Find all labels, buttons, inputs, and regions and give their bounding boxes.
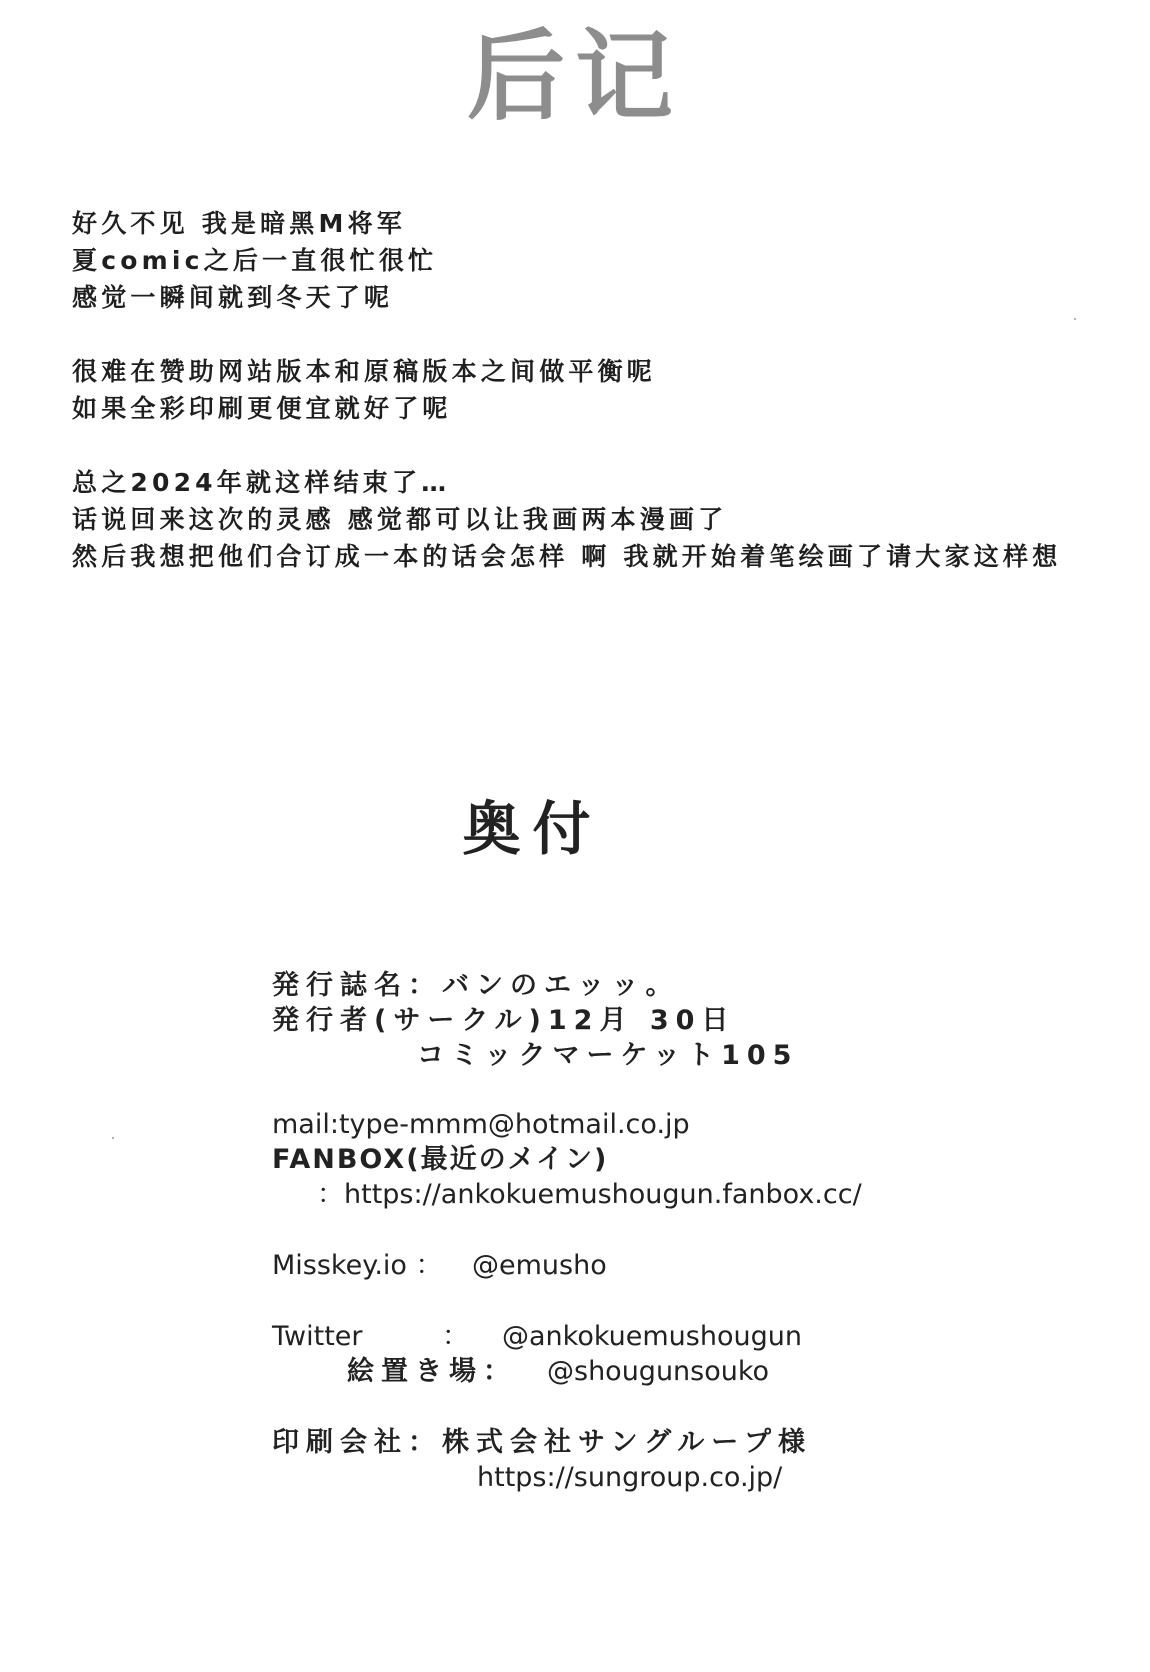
twitter-handle[interactable]: @ankokuemushougun	[502, 1321, 802, 1352]
art-label: 絵置き場：	[347, 1356, 517, 1387]
afterword-line: 话说回来这次的灵感 感觉都可以让我画两本漫画了	[72, 505, 728, 534]
twitter-separator: ：	[442, 1321, 469, 1352]
spacer	[272, 1212, 1112, 1248]
afterword-line: 然后我想把他们合订成一本的话会怎样 啊 我就开始着笔绘画了请大家这样想	[72, 542, 1062, 571]
afterword-paragraph	[72, 205, 1132, 316]
spacer	[272, 1283, 1112, 1319]
afterword-line: 总之2024年就这样结束了…	[72, 468, 451, 497]
mail-line: mail:type-mmm@hotmail.co.jp	[272, 1109, 690, 1140]
twitter-row	[272, 1319, 1112, 1354]
misskey-handle[interactable]: @emusho	[472, 1250, 607, 1281]
misskey-row	[272, 1248, 1112, 1283]
afterword-line: 夏comic之后一直很忙很忙	[72, 246, 438, 275]
printer-url[interactable]: https://sungroup.co.jp/	[477, 1462, 783, 1493]
colophon-body	[272, 968, 1112, 1495]
printer-line: 印刷会社：株式会社サングループ様	[272, 1427, 812, 1458]
art-row	[272, 1354, 1112, 1389]
fanbox-url[interactable]: ：https://ankokuemushougun.fanbox.cc/	[317, 1179, 862, 1210]
afterword-paragraph	[72, 464, 1132, 575]
paper-speck	[1074, 318, 1076, 320]
misskey-label: Misskey.io ：	[272, 1250, 443, 1281]
afterword-body	[72, 205, 1132, 612]
event-name: コミックマーケット105	[417, 1040, 799, 1071]
twitter-label: Twitter	[272, 1321, 363, 1352]
publisher-line: 発行者(サークル)12月 30日	[272, 1005, 736, 1036]
colophon-title: 奥付	[462, 795, 603, 863]
art-handle[interactable]: @shougunsouko	[547, 1356, 770, 1387]
book-title: 発行誌名：バンのエッッ。	[272, 970, 680, 1001]
spacer	[272, 1073, 1112, 1107]
afterword-line: 感觉一瞬间就到冬天了呢	[72, 283, 394, 312]
afterword-title: 后记	[466, 20, 683, 134]
paper-speck	[112, 1137, 114, 1139]
afterword-line: 很难在赞助网站版本和原稿版本之间做平衡呢	[72, 357, 657, 386]
afterword-line: 如果全彩印刷更便宜就好了呢	[72, 394, 452, 423]
fanbox-label: FANBOX(最近のメイン)	[272, 1144, 609, 1175]
afterword-line: 好久不见 我是暗黑M将军	[72, 209, 406, 238]
afterword-paragraph	[72, 353, 1132, 427]
spacer	[272, 1389, 1112, 1425]
